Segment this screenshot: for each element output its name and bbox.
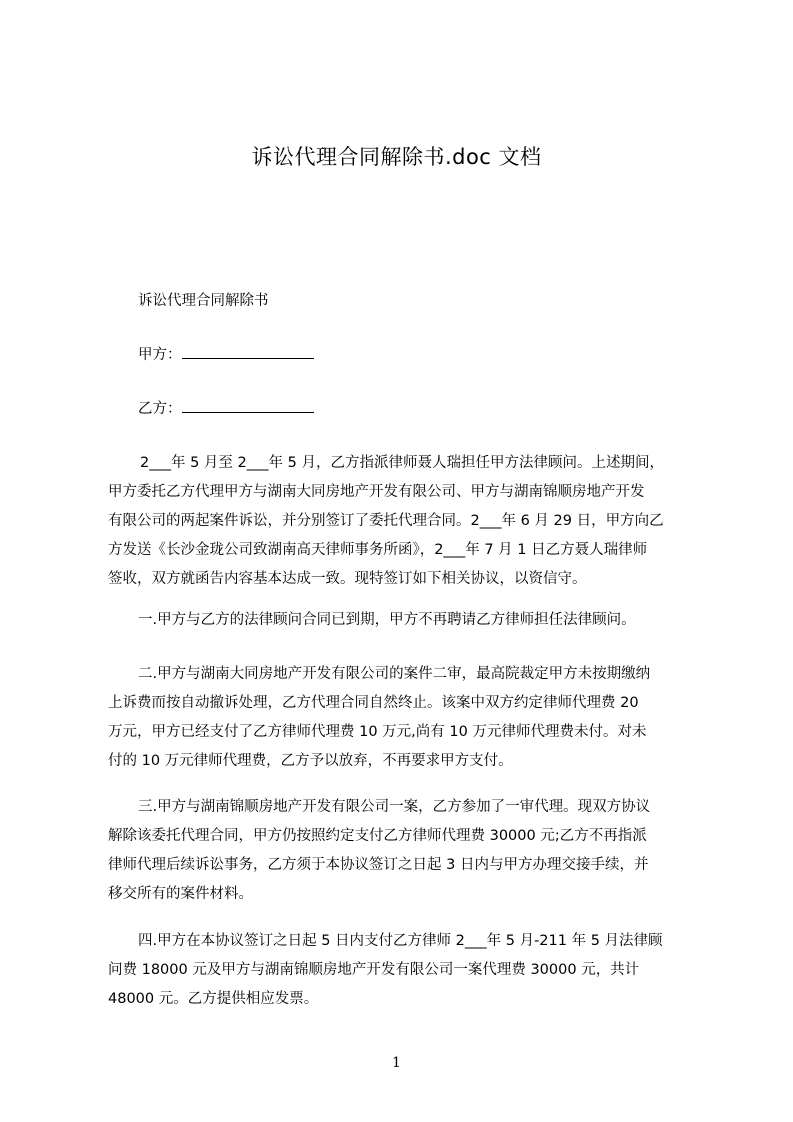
- clause-1: [108, 606, 703, 635]
- paragraph-line: 四.甲方在本协议签订之日起 5 日内支付乙方律师 2___年 5 月-211 年 5 月法律顾: [138, 933, 663, 949]
- page-number: 1: [392, 1055, 401, 1071]
- paragraph-line: 问费 18000 元及甲方与湖南锦顺房地产开发有限公司一案代理费 30000 元，共计: [108, 962, 640, 978]
- paragraph-line: 移交所有的案件材料。: [108, 886, 253, 902]
- paragraph-line: 律师代理后续诉讼事务，乙方须于本协议签订之日起 3 日内与甲方办理交接手续，并: [108, 857, 649, 873]
- party-a-row: [108, 341, 703, 370]
- document-title: 诉讼代理合同解除书.doc 文档: [251, 145, 542, 169]
- heading-text: 诉讼代理合同解除书: [138, 293, 269, 309]
- paragraph-line: 三.甲方与湖南锦顺房地产开发有限公司一案，乙方参加了一审代理。现双方协议: [138, 799, 651, 815]
- party-b-label: 乙方：: [138, 401, 182, 417]
- clause-3: [108, 793, 703, 909]
- paragraph-line: 甲方委托乙方代理甲方与湖南大同房地产开发有限公司、甲方与湖南锦顺房地产开发: [108, 484, 645, 500]
- party-a-blank: [182, 344, 314, 359]
- paragraph-line: 万元，甲方已经支付了乙方律师代理费 10 万元,尚有 10 万元律师代理费未付。对未: [108, 724, 647, 740]
- intro-paragraph: [108, 449, 703, 594]
- clause-2: [108, 660, 703, 776]
- party-b-row: [108, 395, 703, 424]
- paragraph-line: 48000 元。乙方提供相应发票。: [108, 991, 319, 1007]
- paragraph-line: 签收，双方就函告内容基本达成一致。现特签订如下相关协议，以资信守。: [108, 571, 587, 587]
- paragraph-line: 上诉费而按自动撤诉处理，乙方代理合同自然终止。该案中双方约定律师代理费 20: [108, 695, 639, 711]
- paragraph-line: 一.甲方与乙方的法律顾问合同已到期，甲方不再聘请乙方律师担任法律顾问。: [138, 612, 636, 628]
- paragraph-line: 有限公司的两起案件诉讼，并分别签订了委托代理合同。2___年 6 月 29 日，甲方向乙: [108, 513, 664, 529]
- agreement-heading: [108, 287, 703, 316]
- party-b-blank: [182, 398, 314, 413]
- party-a-label: 甲方：: [138, 347, 182, 363]
- paragraph-line: 二.甲方与湖南大同房地产开发有限公司的案件二审，最高院裁定甲方未按期缴纳: [138, 666, 651, 682]
- paragraph-line: 付的 10 万元律师代理费，乙方予以放弃，不再要求甲方支付。: [108, 753, 513, 769]
- paragraph-line: 2___年 5 月至 2___年 5 月，乙方指派律师聂人瑞担任甲方法律顾问。上述期间，: [140, 455, 664, 471]
- paragraph-line: 解除该委托代理合同，甲方仍按照约定支付乙方律师代理费 30000 元;乙方不再指派: [108, 828, 647, 844]
- clause-4: [108, 927, 703, 1014]
- paragraph-line: 方发送《长沙金珑公司致湖南高天律师事务所函》，2___年 7 月 1 日乙方聂人瑞律师: [108, 542, 648, 558]
